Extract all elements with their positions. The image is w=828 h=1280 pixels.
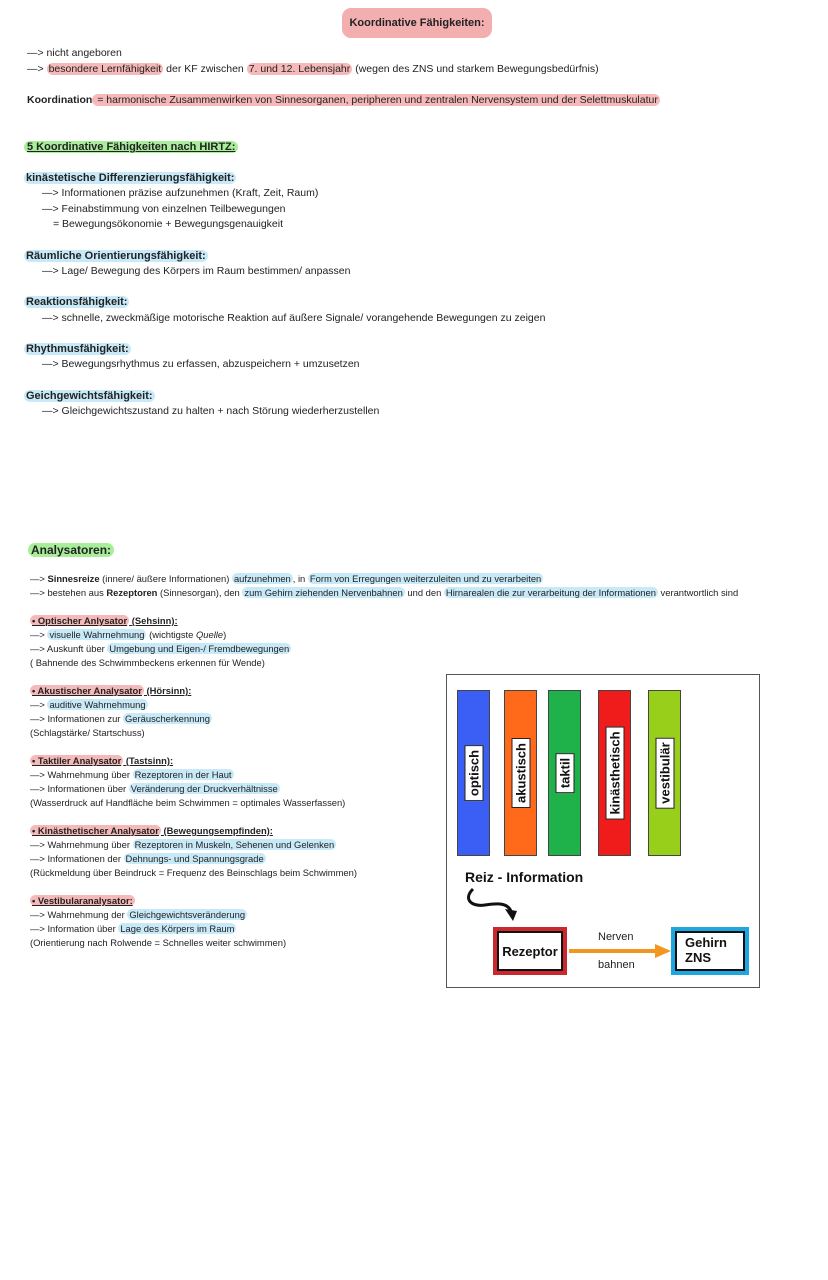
hirtz-item-line: = Bewegungsökonomie + Bewegungsgenauigkeit (53, 218, 284, 230)
akustischer-line: (Schlagstärke/ Startschuss) (30, 727, 145, 738)
intro-line-2: —> besondere Lernfähigkeit der KF zwischen 7. und 12. Lebensjahr (wegen des ZNS und starkem Bewegungsbedürfnis) (27, 63, 599, 75)
hirtz-item-line: —> Lage/ Bewegung des Körpers im Raum bestimmen/ anpassen (42, 265, 351, 277)
hirtz-item-title: Räumliche Orientierungsfähigkeit: (26, 250, 206, 262)
arrow-right-icon (569, 943, 673, 959)
hirtz-item-title: kinästetische Differenzierungsfähigkeit: (26, 172, 235, 184)
rezeptor-box: Rezeptor (493, 927, 567, 975)
hirtz-item-title: Rhythmusfähigkeit: (26, 343, 129, 355)
taktiler-title: • Taktiler Analysator (Tastsinn): (32, 755, 174, 766)
hirtz-item-line: —> Bewegungsrhythmus zu erfassen, abzuspeichern + umzusetzen (42, 358, 360, 370)
page-title: Koordinative Fähigkeiten: (342, 8, 492, 38)
taktiler-line: (Wasserdruck auf Handfläche beim Schwimmen = optimales Wasserfassen) (30, 797, 346, 808)
taktiler-line: —> Informationen über Veränderung der Druckverhältnisse (30, 783, 278, 794)
hirtz-item-line: —> schnelle, zweckmäßige motorische Reaktion auf äußere Signale/ vorangehende Bewegungen zu zeigen (42, 312, 546, 324)
hirtz-item-title: Geichgewichtsfähigkeit: (26, 390, 153, 402)
kinaesthetischer-line: (Rückmeldung über Beindruck = Frequenz des Beinschlags beim Schwimmen) (30, 867, 357, 878)
optischer-line: ( Bahnende des Schwimmbeckens erkennen für Wende) (30, 657, 265, 668)
vestibular-line: (Orientierung nach Rolwende = Schnelles weiter schwimmen) (30, 937, 287, 948)
curved-arrow-icon (465, 887, 535, 931)
zns-label: ZNS (685, 950, 711, 965)
hirtz-item-line: —> Gleichgewichtszustand zu halten + nach Störung wiederherzustellen (42, 405, 380, 417)
vestibular-title: • Vestibularanalysator: (32, 895, 133, 906)
bar-optisch (457, 690, 490, 856)
akustischer-line: —> auditive Wahrnehmung (30, 699, 146, 710)
bar-akustisch (504, 690, 537, 856)
akustischer-line: —> Informationen zur Geräuscherkennung (30, 713, 210, 724)
bar-label: kinästhetisch (605, 726, 624, 819)
intro-line-1: —> nicht angeboren (27, 47, 122, 59)
analysatoren-line-2: —> bestehen aus Rezeptoren (Sinnesorgan), den zum Gehirn ziehenden Nervenbahnen und den Hirnarealen die zur verarbeitung der Informationen verantwortlich sind (30, 587, 739, 598)
gehirn-label: Gehirn (685, 935, 727, 950)
bar-label: vestibulär (655, 737, 674, 808)
kinaesthetischer-title: • Kinästhetischer Analysator (Bewegungsempfinden): (32, 825, 273, 836)
optischer-line: —> visuelle Wahrnehmung (wichtigste Quelle) (30, 629, 227, 640)
optischer-line: —> Auskunft über Umgebung und Eigen-/ Fremdbewegungen (30, 643, 290, 654)
koordination-definition: Koordination = harmonische Zusammenwirken von Sinnesorganen, peripheren und zentralen Nervensystem und der Selettmuskulatur (27, 94, 658, 106)
bar-label: taktil (555, 753, 574, 793)
gehirn-zns-box (671, 927, 749, 975)
bahnen-label: bahnen (598, 959, 635, 971)
kinaesthetischer-line: —> Informationen der Dehnungs- und Spannungsgrade (30, 853, 264, 864)
hirtz-item-line: —> Feinabstimmung von einzelnen Teilbewegungen (42, 203, 286, 215)
hirtz-heading: 5 Koordinative Fähigkeiten nach HIRTZ: (24, 140, 238, 154)
analysatoren-line-1: —> Sinnesreize (innere/ äußere Informationen) aufzunehmen , in Form von Erregungen weiterzuleiten und zu verarbeiten (30, 573, 542, 584)
bar-label: akustisch (511, 738, 530, 808)
vestibular-line: —> Wahrnehmung der Gleichgewichtsveränderung (30, 909, 246, 920)
akustischer-title: • Akustischer Analysator (Hörsinn): (32, 685, 192, 696)
optischer-title: • Optischer Anlysator (Sehsinn): (32, 615, 178, 626)
bar-taktil (548, 690, 581, 856)
analysator-diagram (446, 674, 760, 988)
kinaesthetischer-line: —> Wahrnehmung über Rezeptoren in Muskeln, Sehenen und Gelenken (30, 839, 335, 850)
nerven-label: Nerven (598, 931, 634, 943)
vestibular-line: —> Information über Lage des Körpers im Raum (30, 923, 235, 934)
hirtz-item-title: Reaktionsfähigkeit: (26, 296, 128, 308)
analysatoren-heading: Analysatoren: (28, 543, 114, 558)
bar-kinaesthetisch (598, 690, 631, 856)
taktiler-line: —> Wahrnehmung über Rezeptoren in der Haut (30, 769, 232, 780)
bar-vestibulaer (648, 690, 681, 856)
reiz-information-label: Reiz - Information (465, 869, 584, 885)
bar-label: optisch (464, 745, 483, 801)
hirtz-item-line: —> Informationen präzise aufzunehmen (Kraft, Zeit, Raum) (42, 187, 319, 199)
